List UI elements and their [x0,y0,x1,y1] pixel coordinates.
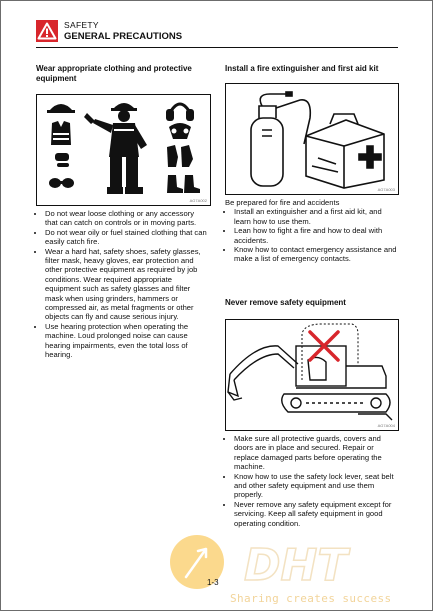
excavator-icon [228,346,392,420]
left-heading-block [36,64,208,84]
fire-extinguisher-icon [251,92,310,186]
list-item: • Make sure all protective guards, covers and doors are in place and secured. Repair or replace damaged parts before operating the machine. [234,434,397,472]
list-item: • Never remove any safety equipment except for servicing. Keep all safety equipment in good operating condition. [234,500,397,528]
list-item: • Do not wear oily or fuel stained clothing that can easily catch fire. [45,228,208,247]
list-item: • Wear a hard hat, safety shoes, safety glasses, filter mask, heavy gloves, ear protection and other protective equipment as required by job conditions. Wear required appropriate equipment such as safety glasses and filter mask when using grinders, hammers or compressed air, as metal fragments or other objects can fly and cause serious injury. [45,247,208,322]
filter-mask-icon [169,123,191,139]
page-title: GENERAL PRECAUTIONS [64,31,183,42]
list-item: • Use hearing protection when operating the machine. Loud prolonged noise can cause hearing impairments, even the total loss of hearing. [45,322,208,360]
left-bullet-list [36,209,208,360]
header-rule [36,47,398,48]
protective-equipment-heading: Wear appropriate clothing and protective equipment [36,64,192,83]
gloves-icon [167,145,193,167]
protective-equipment-figure [36,94,211,206]
fire-extinguisher-heading: Install a fire extinguisher and first aid kit [225,64,379,73]
page-number: 1-3 [207,578,219,587]
hard-hat-icon [47,104,75,113]
list-item: • Know how to contact emergency assistance and make a list of emergency contacts. [234,245,397,264]
safety-boots-icon [167,175,200,193]
warning-sign-icon [36,20,58,42]
figure-code: AG7A004 [377,423,395,428]
excavator-figure [225,319,399,431]
fire-intro-text: Be prepared for fire and accidents [225,198,340,207]
ear-plugs-icon [55,153,69,167]
right-top-heading-block [225,64,395,74]
watermark-slogan: Sharing creates success [230,592,392,605]
section-label: SAFETY [64,20,99,30]
safety-equipment-heading: Never remove safety equipment [225,298,346,307]
list-item: • Lean how to fight a fire and how to deal with accidents. [234,226,397,245]
list-item: • Know how to use the safety lock lever, seat belt and other safety equipment and use them properly. [234,472,397,500]
watermark-logo-text: DHT [244,540,348,586]
ear-muffs-icon [166,104,194,121]
fire-extinguisher-figure [225,83,399,195]
watermark-logo [244,540,404,586]
right-bottom-bullet-list [225,434,397,528]
list-item: • Do not wear loose clothing or any accessory that can catch on controls or in moving parts. [45,209,208,228]
first-aid-kit-icon [306,114,384,188]
goggles-icon [49,178,74,188]
section-header [36,20,398,48]
worker-figure-icon [84,103,147,194]
safety-vest-icon [51,121,71,145]
figure-code: AG7A003 [377,187,395,192]
right-top-text [225,198,397,264]
right-bottom-heading-block [225,298,395,308]
figure-code: AG7A002 [189,198,207,203]
list-item: • Install an extinguisher and a first aid kit, and learn how to use them. [234,207,397,226]
